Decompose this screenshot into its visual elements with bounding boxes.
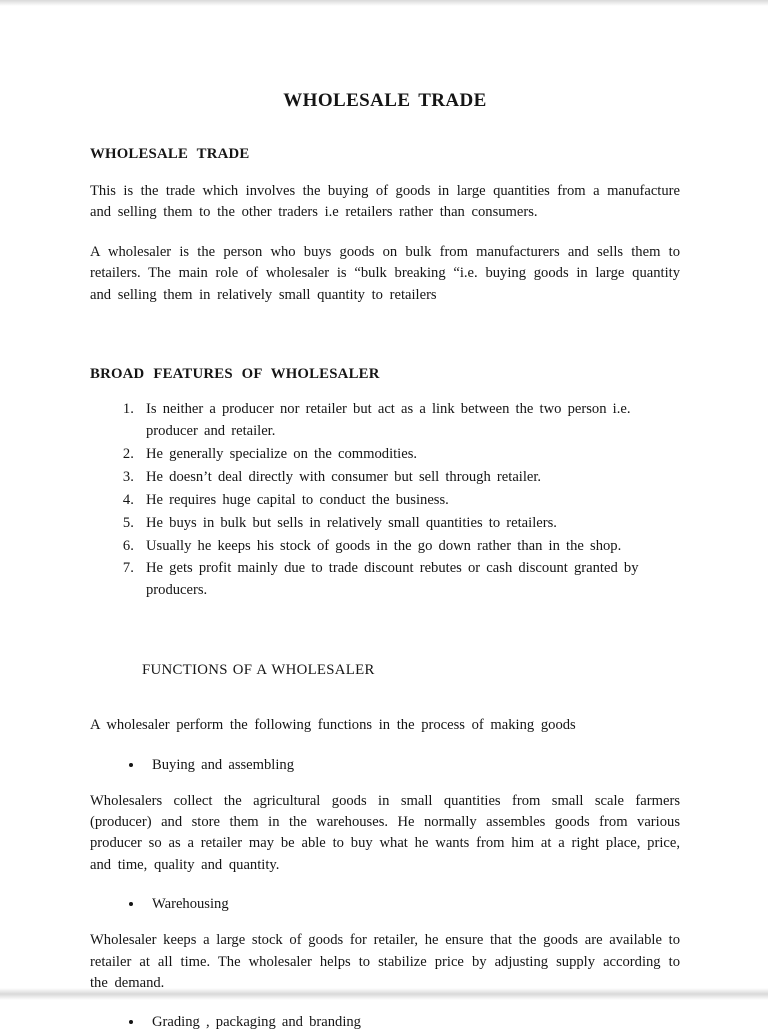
bullet-item-grading: • Grading , packaging and branding: [144, 1012, 680, 1034]
bullet-list-grading: [126, 1012, 680, 1034]
feature-item: 4. He requires huge capital to conduct the business.: [140, 490, 680, 512]
paragraph-buying-assembling: Wholesalers collect the agricultural goods in small quantities from small scale farmers (producer) and store them in the warehouses. He normally assembles goods from various producer so as a retailer may be able to buy what he wants from him at a right place, price, and time, quality and quantity.: [90, 792, 680, 873]
heading-wholesale-trade: WHOLESALE TRADE: [90, 146, 250, 162]
feature-item: 7. He gets profit mainly due to trade discount rebutes or cash discount granted by producers.: [140, 558, 680, 602]
feature-item: 1. Is neither a producer nor retailer but act as a link between the two person i.e. producer and retailer.: [140, 399, 680, 443]
features-numbered-list: [118, 399, 680, 602]
heading-broad-features: BROAD FEATURES OF WHOLESALER: [90, 366, 380, 383]
bullet-list-buying: [126, 755, 680, 777]
paragraph-functions-intro: A wholesaler perform the following functions in the process of making goods: [90, 717, 576, 734]
paragraph-trade-definition: This is the trade which involves the buying of goods in large quantities from a manufacture and selling them to the other traders i.e retailers rather than consumers.: [90, 183, 680, 221]
paragraph-wholesaler-definition: A wholesaler is the person who buys goods on bulk from manufacturers and sells them to retailers. The main role of wholesaler is “bulk breaking “i.e. buying goods in large quantity and selling them in relatively small quantity to retailers: [90, 243, 680, 303]
bullet-item-warehousing: • Warehousing: [144, 894, 680, 916]
feature-item: 6. Usually he keeps his stock of goods in the go down rather than in the shop.: [140, 536, 680, 558]
bullet-item-buying: • Buying and assembling: [144, 755, 680, 777]
bullet-list-warehousing: [126, 894, 680, 916]
document-title: WHOLESALE TRADE: [283, 90, 487, 111]
feature-item: 5. He buys in bulk but sells in relatively small quantities to retailers.: [140, 513, 680, 535]
feature-item: 3. He doesn’t deal directly with consumer but sell through retailer.: [140, 467, 680, 489]
feature-item: 2. He generally specialize on the commodities.: [140, 444, 680, 466]
heading-functions: FUNCTIONS OF A WHOLESALER: [142, 662, 375, 679]
paragraph-warehousing: Wholesaler keeps a large stock of goods for retailer, he ensure that the goods are available to retailer at all time. The wholesaler helps to stabilize price by adjusting supply according to the demand.: [90, 932, 680, 992]
